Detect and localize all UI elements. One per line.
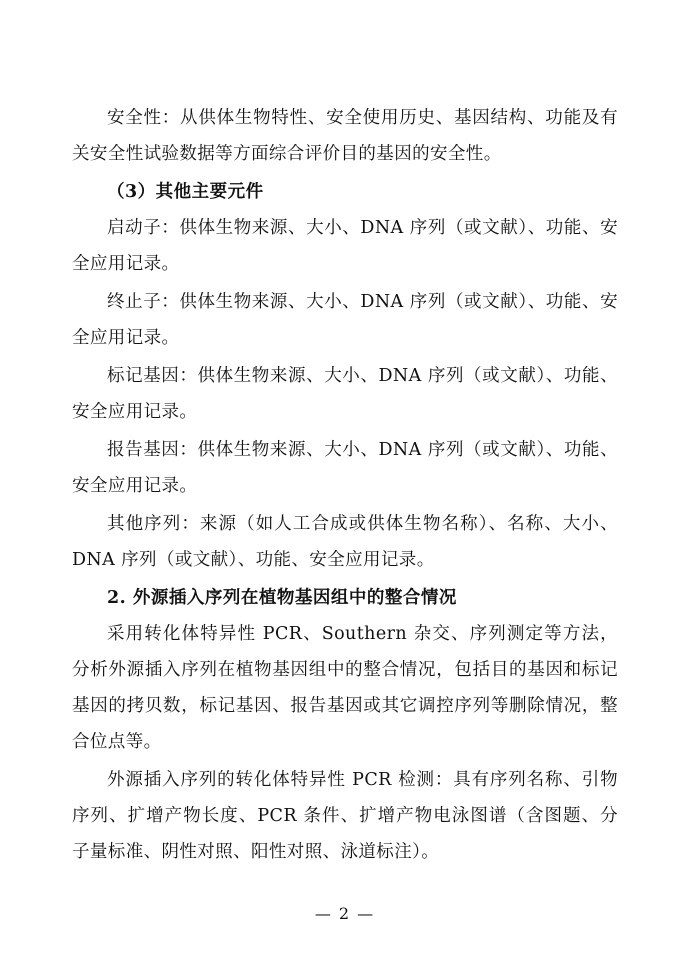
footer-left-dash: — — [314, 904, 333, 923]
terminator-paragraph: 终止子：供体生物来源、大小、DNA 序列（或文献）、功能、安全应用记录。 — [72, 292, 618, 348]
other-sequence-paragraph: 其他序列：来源（如人工合成或供体生物名称）、名称、大小、DNA 序列（或文献）、功能、安全应用记录。 — [72, 514, 618, 570]
page-number: 2 — [338, 904, 352, 923]
page-footer — [0, 904, 690, 923]
reporter-gene-paragraph: 报告基因：供体生物来源、大小、DNA 序列（或文献）、功能、安全应用记录。 — [72, 440, 618, 496]
integration-method-paragraph: 采用转化体特异性 PCR、Southern 杂交、序列测定等方法，分析外源插入序列在植物基因组中的整合情况，包括目的基因和标记基因的拷贝数，标记基因、报告基因或其它调控序列等删除情况，整合位点等。 — [72, 624, 618, 752]
footer-right-dash: — — [357, 904, 376, 923]
marker-gene-paragraph: 标记基因：供体生物来源、大小、DNA 序列（或文献）、功能、安全应用记录。 — [72, 366, 618, 422]
section-2-heading: 2. 外源插入序列在植物基因组中的整合情况 — [107, 588, 457, 608]
safety-paragraph: 安全性：从供体生物特性、安全使用历史、基因结构、功能及有关安全性试验数据等方面综合评价目的基因的安全性。 — [72, 108, 618, 164]
pcr-detection-paragraph: 外源插入序列的转化体特异性 PCR 检测：具有序列名称、引物序列、扩增产物长度、PCR 条件、扩增产物电泳图谱（含图题、分子量标准、阴性对照、阳性对照、泳道标注）。 — [72, 770, 618, 862]
promoter-paragraph: 启动子：供体生物来源、大小、DNA 序列（或文献）、功能、安全应用记录。 — [72, 218, 618, 274]
section-3-heading: （3）其他主要元件 — [107, 182, 264, 202]
